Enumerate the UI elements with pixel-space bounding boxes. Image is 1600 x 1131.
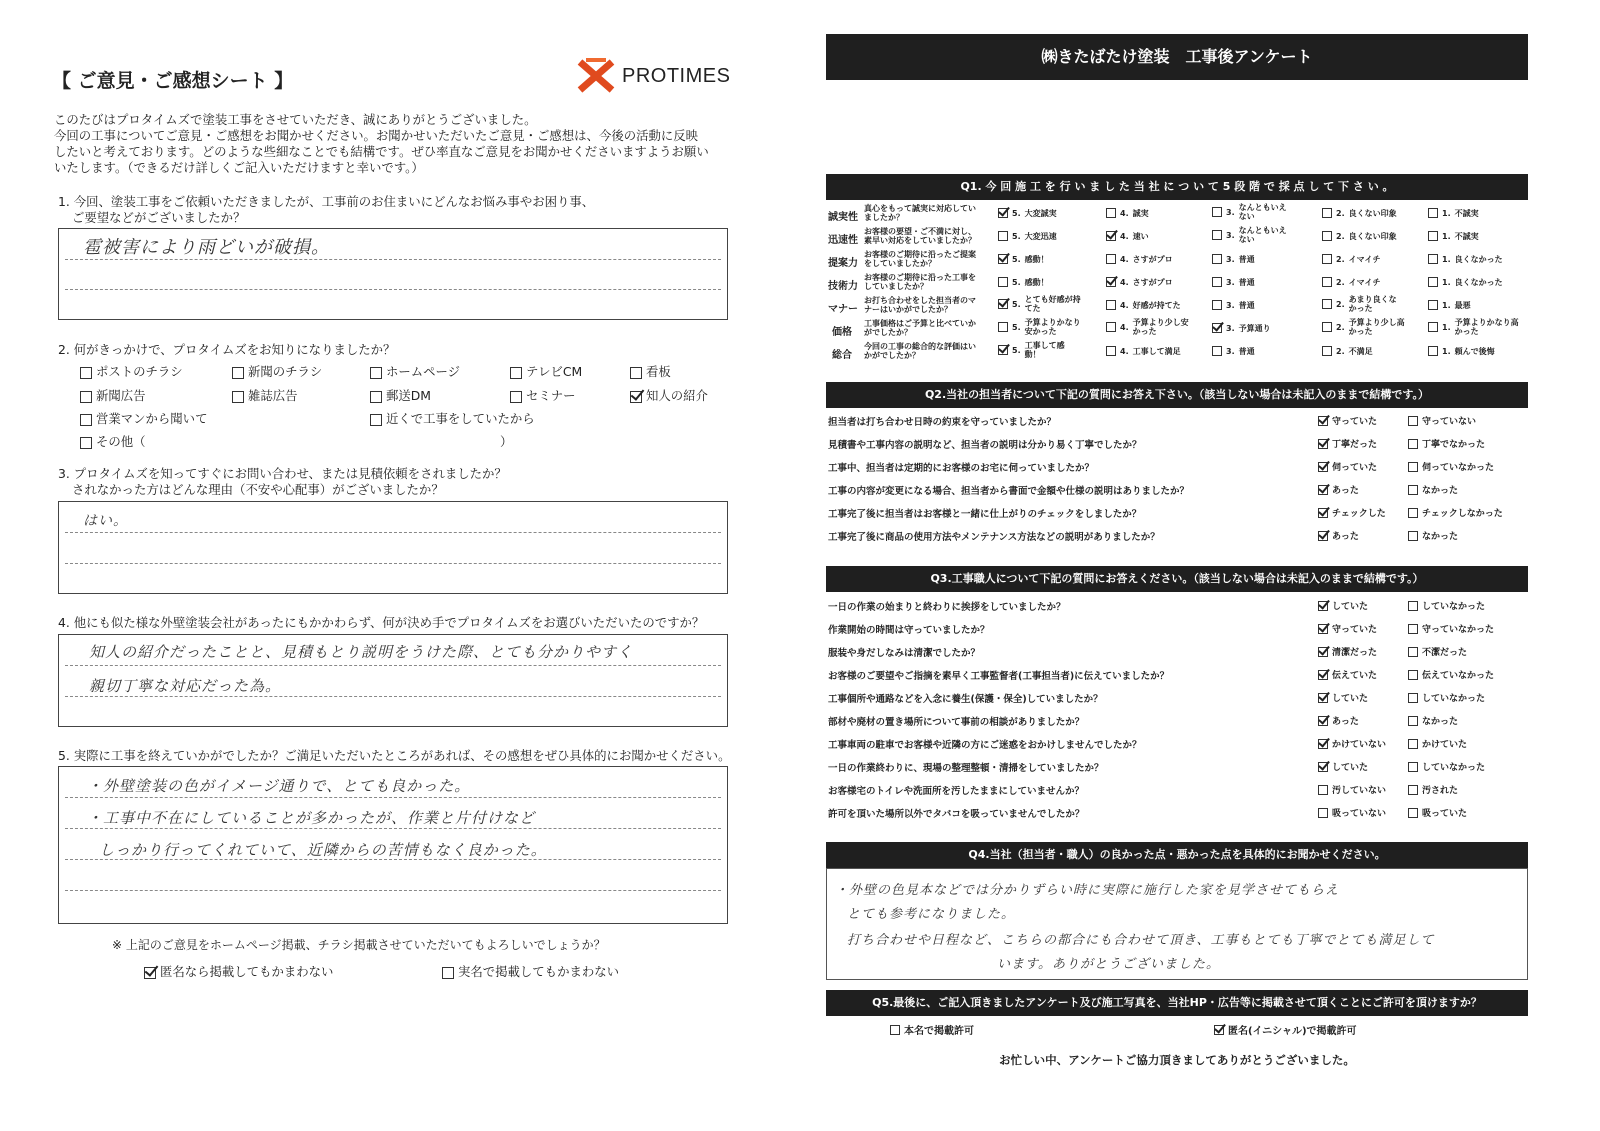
intro-line: いたします。（できるだけ詳しくご記入いただけますと幸いです。） [54, 160, 424, 175]
q2-question: 2. 何がきっかけで、プロタイムズをお知りになりましたか？ [58, 342, 396, 357]
checkbox[interactable] [1106, 231, 1116, 241]
checkbox[interactable] [1318, 716, 1328, 726]
q2-row: 担当者は打ち合わせ日時の約束を守っていましたか？ 守っていた 守っていない [828, 417, 1477, 428]
checkbox[interactable] [630, 367, 642, 379]
checkbox[interactable] [998, 254, 1008, 264]
checkbox[interactable] [1428, 300, 1438, 310]
q4-answer-line: 親切丁寧な対応だった為。 [89, 677, 282, 695]
checkbox[interactable] [1212, 300, 1222, 310]
consent-anon[interactable]: 匿名なら掲載してもかまわない [144, 962, 333, 980]
q5-answer-line: ・外壁塗装の色がイメージ通りで、とても良かった。 [87, 777, 471, 795]
q2-list [826, 410, 1528, 550]
checkbox[interactable] [1322, 254, 1332, 264]
q2-options [80, 362, 780, 452]
q2-option[interactable]: 営業マンから聞いて [80, 409, 207, 427]
checkbox[interactable] [1408, 485, 1418, 495]
checkbox[interactable] [1428, 254, 1438, 264]
q5-option-a[interactable]: 本名で掲載許可 [890, 1022, 974, 1037]
checkbox[interactable] [232, 367, 244, 379]
q2-row: 工事中、担当者は定期的にお客様のお宅に伺っていましたか？ 伺っていた 伺っていなかった [828, 463, 1495, 474]
checkbox[interactable] [1322, 346, 1332, 356]
checkbox[interactable] [998, 322, 1008, 332]
consent-named[interactable]: 実名で掲載してもかまわない [442, 962, 619, 980]
q3-answer-box[interactable] [58, 501, 728, 594]
checkbox[interactable] [1322, 277, 1332, 287]
q3-row: 一日の作業終わりに、現場の整理整頓・清掃をしていましたか？ していた していなかった [828, 763, 1486, 774]
checkbox[interactable] [1106, 208, 1116, 218]
checkbox[interactable] [1212, 346, 1222, 356]
q1-bar: Q1. 今 回 施 工 を 行 い ま し た 当 社 に つ い て 5 段 階 で 採 点 し て 下 さ い 。 [826, 174, 1528, 200]
q2-row: 工事完了後に商品の使用方法やメンテナンス方法などの説明がありましたか？ あった なかった [828, 532, 1459, 543]
checkbox[interactable] [1408, 601, 1418, 611]
q2-option[interactable]: 知人の紹介 [630, 386, 708, 404]
q1-row: 技術力 お客様のご期待に沿った工事を していましたか？ 5. 感動！ 4. さすがプロ 3. 普通 2. イマイチ 1. 良くなかった [828, 273, 1503, 292]
checkbox[interactable] [370, 391, 382, 403]
q1-table [826, 200, 1528, 368]
checkbox[interactable] [80, 414, 92, 426]
checkbox[interactable] [1408, 785, 1418, 795]
right-sheet [826, 34, 1528, 1094]
q2-other-close: ） [500, 434, 513, 449]
logo-text: PROTIMES [622, 64, 731, 87]
protimes-logo [576, 58, 730, 94]
checkbox[interactable] [1318, 670, 1328, 680]
q2-option[interactable]: セミナー [510, 386, 576, 404]
checkbox[interactable] [1408, 439, 1418, 449]
checkbox[interactable] [1214, 1025, 1224, 1035]
q2-option[interactable]: その他（ [80, 432, 146, 450]
checkbox[interactable] [1428, 322, 1438, 332]
q3-bar: Q3.工事職人について下記の質問にお答えください。（該当しない場合は未記入のままで結構です。） [826, 566, 1528, 592]
checkbox[interactable] [1408, 508, 1418, 518]
q4-answer-box[interactable] [826, 868, 1528, 980]
checkbox[interactable] [1318, 647, 1328, 657]
q2-option[interactable]: 看板 [630, 362, 671, 380]
q2-row: 工事の内容が変更になる場合、担当者から書面で金額や仕様の説明はありましたか？ あった なかった [828, 486, 1459, 497]
q3-list [826, 595, 1528, 827]
checkbox[interactable] [998, 231, 1008, 241]
intro-text [54, 112, 709, 176]
q5-answer-line: しっかり行ってくれていて、近隣からの苦情もなく良かった。 [99, 841, 547, 859]
q5-question: 5. 実際に工事を終えていかがでしたか？ご満足いただいたところがあれば、その感想をぜひ具体的にお聞かせください。 [58, 748, 731, 763]
checkbox[interactable] [1408, 716, 1418, 726]
q4-answer-line: ・外壁の色見本などでは分かりずらい時に実際に施行した家を見学させてもらえ [835, 883, 1340, 898]
q2-option[interactable]: ホームページ [370, 362, 460, 380]
checkbox[interactable] [998, 208, 1008, 218]
checkbox[interactable] [1322, 322, 1332, 332]
q1-text: ご要望などがございましたか？ [72, 210, 246, 225]
checkbox[interactable] [1408, 808, 1418, 818]
checkbox[interactable] [1318, 508, 1328, 518]
checkbox[interactable] [1318, 601, 1328, 611]
consent-question: ※ 上記のご意見をホームページ掲載、チラシ掲載させていただいてもよろしいでしょうか？ [112, 938, 606, 952]
checkbox[interactable] [1318, 693, 1328, 703]
q3-row: お客様宅のトイレや洗面所を汚したままにしていませんか？ 汚していない 汚された [828, 786, 1459, 797]
checkbox[interactable] [370, 414, 382, 426]
q2-option[interactable]: ポストのチラシ [80, 362, 183, 380]
checkbox[interactable] [1408, 762, 1418, 772]
checkbox[interactable] [144, 967, 156, 979]
checkbox[interactable] [1408, 624, 1418, 634]
q3-answer: はい。 [83, 513, 128, 529]
q2-row: 見積書や工事内容の説明など、担当者の説明は分かり易く丁寧でしたか？ 丁寧だった 丁寧でなかった [828, 440, 1486, 451]
q2-row: 工事完了後に担当者はお客様と一緒に仕上がりのチェックをしましたか？ チェックした チェックしなかった [828, 509, 1503, 520]
q1-text: 1. 今回、塗装工事をご依頼いただきましたが、工事前のお住まいにどんなお悩み事やお困り事、 [58, 194, 595, 209]
checkbox[interactable] [1318, 439, 1328, 449]
q1-row: 提案力 お客様のご期待に沿ったご提案 をしていましたか？ 5. 感動！ 4. さすがプロ 3. 普通 2. イマイチ 1. 良くなかった [828, 250, 1503, 269]
checkbox[interactable] [1408, 531, 1418, 541]
checkbox[interactable] [1106, 277, 1116, 287]
q3-row: 工事車両の駐車でお客様や近隣の方にご迷惑をおかけしませんでしたか？ かけていない かけていた [828, 740, 1468, 751]
sheet-title: 【 ご意見・ご感想シート 】 [52, 70, 294, 92]
checkbox[interactable] [1212, 323, 1222, 333]
intro-line: したいと考えております。どのような些細なことでも結構です。ぜひ率直なご意見をお聞かせくださいますようお願い [54, 144, 709, 159]
q1-row: 誠実性 真心をもって誠実に対応してい ましたか？ 5. 大変誠実 4. 誠実 3. なんともいえない 2. 良くない印象 1. 不誠実 [828, 203, 1479, 223]
checkbox[interactable] [510, 367, 522, 379]
checkbox[interactable] [1318, 762, 1328, 772]
q5-answer-line: ・工事中不在にしていることが多かったが、作業と片付けなど [87, 809, 536, 827]
q2-option[interactable]: テレビCM [510, 362, 582, 380]
q5-option-b[interactable]: 匿名(イニシャル)で掲載許可 [1214, 1022, 1357, 1037]
checkbox[interactable] [1322, 208, 1332, 218]
q4-answer-line: 知人の紹介だったことと、見積もとり説明をうけた際、とても分かりやすく [89, 643, 634, 661]
q5-bar: Q5.最後に、ご記入頂きましたアンケート及び施工写真を、当社HP・広告等に掲載させて頂くことにご許可を頂けますか？ [826, 990, 1528, 1016]
checkbox[interactable] [630, 391, 642, 403]
q1-row: マナー お打ち合わせをした担当者のマ ナーはいかがでしたか？ 5. とても好感が持てた 4. 好感が持てた 3. 普通 2. あまり良くなかった 1. 最悪 [828, 295, 1471, 315]
checkbox[interactable] [510, 391, 522, 403]
q4-answer-line: います。ありがとうございました。 [997, 957, 1220, 972]
checkbox[interactable] [1318, 739, 1328, 749]
checkbox[interactable] [998, 299, 1008, 309]
survey-header: ㈱きたばたけ塗装 工事後アンケート [826, 34, 1528, 80]
left-sheet [0, 0, 790, 1131]
q3-row: 服装や身だしなみは清潔でしたか？ 清潔だった 不潔だった [828, 648, 1468, 659]
checkbox[interactable] [1408, 693, 1418, 703]
q3-question [58, 466, 507, 498]
footer-thanks: お忙しい中、アンケートご協力頂きましてありがとうございました。 [999, 1053, 1355, 1067]
checkbox[interactable] [1212, 277, 1222, 287]
intro-line: 今回の工事についてご意見・ご感想をお聞かせください。お聞かせいただいたご意見・ご感想は、今後の活動に反映 [54, 128, 699, 143]
q4-answer-line: とても参考になりました。 [847, 907, 1016, 922]
checkbox[interactable] [1428, 208, 1438, 218]
q4-bar: Q4.当社（担当者・職人）の良かった点・悪かった点を具体的にお聞かせください。 [826, 842, 1528, 868]
checkbox[interactable] [1408, 670, 1418, 680]
q3-row: 作業開始の時間は守っていましたか？ 守っていた 守っていなかった [828, 625, 1495, 636]
checkbox[interactable] [80, 367, 92, 379]
checkbox[interactable] [442, 967, 454, 979]
checkbox[interactable] [370, 367, 382, 379]
checkbox[interactable] [1212, 254, 1222, 264]
checkbox[interactable] [1106, 254, 1116, 264]
checkbox[interactable] [1428, 277, 1438, 287]
checkbox[interactable] [1318, 462, 1328, 472]
q1-row: 価格 工事価格はご予算と比べていか がでしたか？ 5. 予算よりかなり安かった 4. 予算より少し安かった 3. 予算通り 2. 予算より少し高かった 1. 予算よりかなり高かった [832, 318, 1519, 338]
q3-row: 一日の作業の始まりと終わりに挨拶をしていましたか？ していた していなかった [828, 602, 1486, 613]
q3-row: お客様のご要望やご指摘を素早く工事監督者(工事担当者)に伝えていましたか？ 伝えていた 伝えていなかった [828, 671, 1495, 682]
q2-option[interactable]: 新聞のチラシ [232, 362, 322, 380]
checkbox[interactable] [1322, 299, 1332, 309]
checkbox[interactable] [1408, 416, 1418, 426]
q1-question [58, 194, 594, 226]
q3-row: 許可を頂いた場所以外でタバコを吸っていませんでしたか？ 吸っていない 吸っていた [828, 809, 1468, 820]
checkbox[interactable] [1428, 231, 1438, 241]
checkbox[interactable] [1212, 207, 1222, 217]
q2-option[interactable]: 雑誌広告 [232, 386, 298, 404]
checkbox[interactable] [1212, 230, 1222, 240]
checkbox[interactable] [1318, 624, 1328, 634]
checkbox[interactable] [1318, 416, 1328, 426]
q1-row: 迅速性 お客様の要望・ご不満に対し、 素早い対応をしていましたか？ 5. 大変迅速 4. 速い 3. なんともいえない 2. 良くない印象 1. 不誠実 [828, 226, 1479, 246]
q1-answer: 雹被害により雨どいが破損。 [83, 237, 330, 258]
q3-text: 3. プロタイムズを知ってすぐにお問い合わせ、または見積依頼をされましたか？ [58, 466, 507, 481]
checkbox[interactable] [1408, 647, 1418, 657]
q3-row: 部材や廃材の置き場所について事前の相談がありましたか？ あった なかった [828, 717, 1459, 728]
checkbox[interactable] [1106, 300, 1116, 310]
checkbox[interactable] [1318, 485, 1328, 495]
checkbox[interactable] [1106, 322, 1116, 332]
checkbox[interactable] [1408, 739, 1418, 749]
q1-answer-box[interactable] [58, 228, 728, 320]
checkbox[interactable] [80, 391, 92, 403]
q2-option[interactable]: 郵送DM [370, 386, 431, 404]
checkbox[interactable] [1318, 808, 1328, 818]
q2-option[interactable]: 新聞広告 [80, 386, 146, 404]
checkbox[interactable] [1318, 531, 1328, 541]
checkbox[interactable] [890, 1025, 900, 1035]
q1-row: 総合 今回の工事の総合的な評価はい かがでしたか？ 5. 工事して感動！ 4. 工事して満足 3. 普通 2. 不満足 1. 頼んで後悔 [832, 341, 1495, 361]
checkbox[interactable] [232, 391, 244, 403]
q4-question: 4. 他にも似た様な外壁塗装会社があったにもかかわらず、何が決め手でプロタイムズをお選びいただいたのですか？ [58, 615, 705, 630]
checkbox[interactable] [998, 345, 1008, 355]
checkbox[interactable] [998, 277, 1008, 287]
checkbox[interactable] [1318, 785, 1328, 795]
q2-option[interactable]: 近くで工事をしていたから [370, 409, 535, 427]
checkbox[interactable] [1322, 231, 1332, 241]
q4-answer-box[interactable] [58, 634, 728, 727]
checkbox[interactable] [80, 437, 92, 449]
q4-answer-line: 打ち合わせや日程など、こちらの都合にも合わせて頂き、工事もとても丁寧でとても満足して [847, 933, 1435, 948]
q3-row: 工事個所や通路などを入念に養生(保護・保全)していましたか？ していた していなかった [828, 694, 1486, 705]
checkbox[interactable] [1106, 346, 1116, 356]
q2-bar: Q2.当社の担当者について下記の質問にお答え下さい。（該当しない場合は未記入のままで結構です。） [826, 382, 1528, 408]
q3-text: されなかった方はどんな理由（不安や心配事）がございましたか？ [72, 482, 444, 497]
intro-line: このたびはプロタイムズで塗装工事をさせていただき、誠にありがとうございました。 [54, 112, 537, 127]
checkbox[interactable] [1408, 462, 1418, 472]
protimes-logo-icon [576, 58, 616, 94]
checkbox[interactable] [1428, 346, 1438, 356]
q5-answer-box[interactable] [58, 766, 728, 924]
